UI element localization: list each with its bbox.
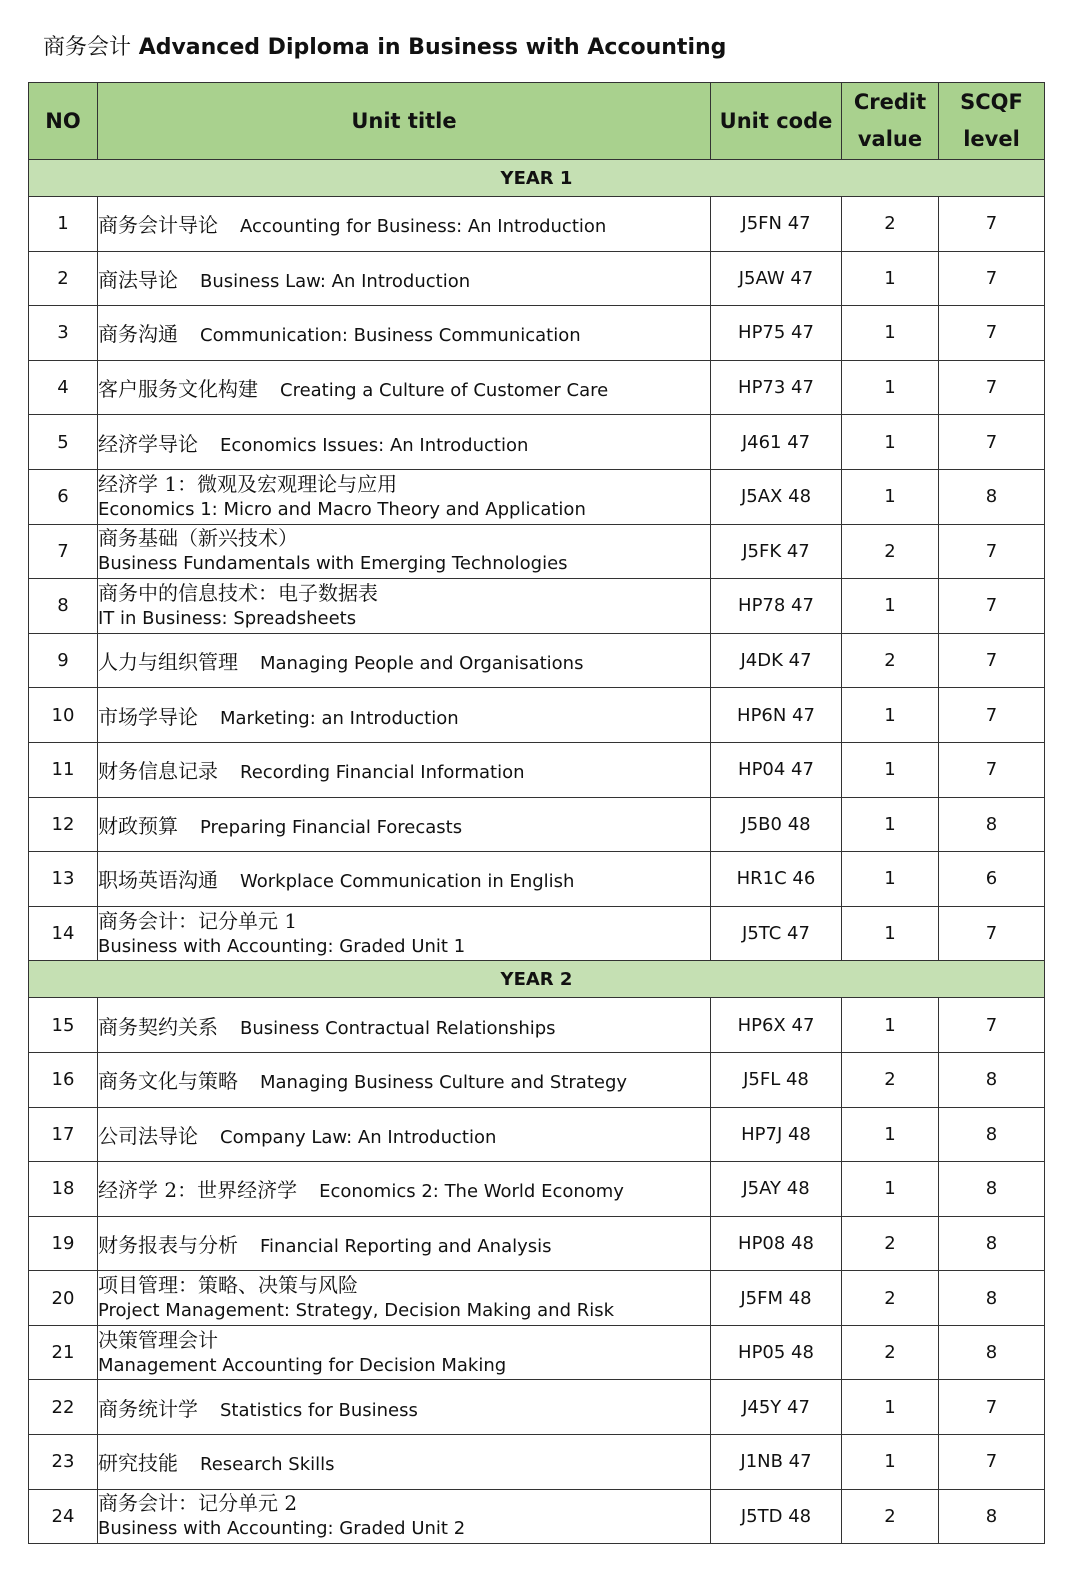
credit-value: 1 [842,469,939,524]
unit-number: 15 [29,998,98,1053]
credit-value: 1 [842,797,939,852]
units-table [28,82,1045,1544]
unit-title [98,469,711,524]
table-row [29,1162,1045,1217]
unit-code: J1NB 47 [711,1435,842,1490]
scqf-level: 7 [939,415,1045,470]
unit-title-zh: 商务基础（新兴技术） [98,526,298,551]
unit-title-zh: 职场英语沟通 [98,868,218,893]
scqf-level: 8 [939,1489,1045,1544]
unit-number: 12 [29,797,98,852]
table-row [29,742,1045,797]
unit-number: 13 [29,852,98,907]
unit-title-zh: 商务沟通 [98,322,178,347]
unit-number: 4 [29,360,98,415]
credit-value: 1 [842,306,939,361]
unit-title [98,1107,711,1162]
credit-value: 2 [842,1052,939,1107]
unit-number: 6 [29,469,98,524]
unit-title [98,251,711,306]
unit-code: J5AW 47 [711,251,842,306]
unit-code: HP08 48 [711,1216,842,1271]
scqf-level: 7 [939,633,1045,688]
unit-code: HP6X 47 [711,998,842,1053]
table-row [29,469,1045,524]
unit-title-zh: 商务会计导论 [98,213,218,238]
unit-title-en: Financial Reporting and Analysis [260,1235,552,1257]
unit-title-zh: 人力与组织管理 [98,650,238,675]
credit-value: 2 [842,524,939,579]
unit-number: 11 [29,742,98,797]
unit-number: 10 [29,688,98,743]
scqf-level: 8 [939,1162,1045,1217]
unit-code: J5FL 48 [711,1052,842,1107]
credit-value: 1 [842,742,939,797]
unit-title-zh: 财政预算 [98,813,178,838]
unit-title [98,1216,711,1271]
unit-code: HP7J 48 [711,1107,842,1162]
unit-title [98,197,711,252]
unit-title-zh: 商务会计：记分单元 2 [98,1491,298,1516]
title-zh: 商务会计 [43,35,132,60]
unit-code: HP05 48 [711,1325,842,1380]
table-row [29,797,1045,852]
unit-number: 21 [29,1325,98,1380]
table-row [29,415,1045,470]
unit-code: J461 47 [711,415,842,470]
table-row [29,1489,1045,1544]
unit-title-zh: 项目管理：策略、决策与风险 [98,1273,358,1298]
scqf-level: 8 [939,1107,1045,1162]
unit-number: 24 [29,1489,98,1544]
credit-value: 2 [842,633,939,688]
scqf-level: 8 [939,797,1045,852]
unit-title-en: Business Contractual Relationships [240,1017,556,1039]
unit-title [98,998,711,1053]
unit-title [98,1435,711,1490]
table-row [29,1325,1045,1380]
table-row [29,852,1045,907]
table-row [29,1052,1045,1107]
unit-title-zh: 商务中的信息技术：电子数据表 [98,580,378,605]
credit-value: 1 [842,906,939,961]
table-row [29,633,1045,688]
unit-title-en: Company Law: An Introduction [220,1126,497,1148]
credit-value: 1 [842,360,939,415]
table-row [29,1107,1045,1162]
unit-title-en: Workplace Communication in English [240,871,575,893]
unit-number: 16 [29,1052,98,1107]
unit-title-zh: 经济学 2：世界经济学 [98,1178,298,1203]
table-row [29,998,1045,1053]
credit-value: 2 [842,1271,939,1326]
title-en: Advanced Diploma in Business with Accounting [138,35,727,60]
units-body [29,160,1045,1544]
credit-value: 1 [842,1380,939,1435]
unit-title-en: Research Skills [200,1454,335,1476]
unit-number: 23 [29,1435,98,1490]
unit-title [98,906,711,961]
unit-number: 8 [29,579,98,634]
unit-title [98,633,711,688]
credit-value: 1 [842,998,939,1053]
unit-title-en: Economics Issues: An Introduction [220,434,529,456]
unit-title [98,415,711,470]
year-header-row [29,961,1045,998]
scqf-level: 7 [939,688,1045,743]
unit-title-en: Accounting for Business: An Introduction [240,216,607,238]
unit-title-zh: 商务文化与策略 [98,1069,238,1094]
credit-value: 1 [842,852,939,907]
credit-value: 2 [842,1325,939,1380]
unit-number: 2 [29,251,98,306]
unit-code: HP78 47 [711,579,842,634]
unit-title [98,1052,711,1107]
unit-title [98,524,711,579]
unit-code: J5AX 48 [711,469,842,524]
header-row [29,83,1045,160]
unit-title-en: Project Management: Strategy, Decision Making and Risk [98,1300,615,1322]
unit-number: 20 [29,1271,98,1326]
header-unit-code: Unit code [711,83,842,160]
unit-code: J4DK 47 [711,633,842,688]
unit-number: 5 [29,415,98,470]
year-label: YEAR 2 [29,961,1045,998]
scqf-level: 6 [939,852,1045,907]
credit-value: 1 [842,688,939,743]
unit-title-zh: 财务报表与分析 [98,1232,238,1257]
header-unit-title: Unit title [98,83,711,160]
unit-title-zh: 公司法导论 [98,1123,198,1148]
scqf-level: 7 [939,197,1045,252]
year-label: YEAR 1 [29,160,1045,197]
header-credit-value: Credit value [842,83,939,160]
header-scqf-level: SCQF level [939,83,1045,160]
unit-title [98,1380,711,1435]
unit-title-zh: 客户服务文化构建 [98,377,258,402]
unit-number: 9 [29,633,98,688]
scqf-level: 7 [939,360,1045,415]
unit-title-en: IT in Business: Spreadsheets [98,607,357,629]
unit-title-zh: 决策管理会计 [98,1327,218,1352]
unit-title [98,579,711,634]
header-no: NO [29,83,98,160]
unit-title-en: Economics 2: The World Economy [319,1181,624,1203]
unit-code: J45Y 47 [711,1380,842,1435]
table-row [29,688,1045,743]
unit-title-zh: 研究技能 [98,1451,178,1476]
unit-title [98,797,711,852]
unit-code: J5B0 48 [711,797,842,852]
unit-title-en: Marketing: an Introduction [220,707,459,729]
unit-title-zh: 商务统计学 [98,1396,198,1421]
table-row [29,906,1045,961]
scqf-level: 7 [939,579,1045,634]
table-row [29,524,1045,579]
credit-value: 2 [842,1216,939,1271]
credit-value: 1 [842,251,939,306]
unit-number: 22 [29,1380,98,1435]
credit-value: 1 [842,1107,939,1162]
scqf-level: 8 [939,1052,1045,1107]
scqf-level: 7 [939,251,1045,306]
unit-number: 18 [29,1162,98,1217]
scqf-level: 7 [939,1435,1045,1490]
unit-title-en: Business Law: An Introduction [200,270,471,292]
credit-value: 1 [842,415,939,470]
unit-title-zh: 商务契约关系 [98,1014,218,1039]
scqf-level: 8 [939,1216,1045,1271]
credit-value: 2 [842,1489,939,1544]
credit-value: 1 [842,1435,939,1490]
unit-title-en: Managing People and Organisations [260,653,584,675]
unit-title [98,1271,711,1326]
year-header-row [29,160,1045,197]
scqf-level: 7 [939,906,1045,961]
unit-title [98,742,711,797]
table-row [29,1216,1045,1271]
unit-title [98,688,711,743]
table-row [29,251,1045,306]
unit-title [98,1489,711,1544]
unit-title-zh: 商法导论 [98,267,178,292]
document-title [43,30,726,61]
unit-title-en: Recording Financial Information [240,762,525,784]
unit-code: J5FK 47 [711,524,842,579]
table-row [29,306,1045,361]
scqf-level: 8 [939,1325,1045,1380]
unit-code: HR1C 46 [711,852,842,907]
unit-title-en: Communication: Business Communication [200,325,581,347]
table-row [29,1271,1045,1326]
unit-title-zh: 市场学导论 [98,704,198,729]
unit-title-en: Business Fundamentals with Emerging Technologies [98,553,568,575]
unit-code: J5AY 48 [711,1162,842,1217]
unit-title-zh: 经济学导论 [98,431,198,456]
unit-title [98,306,711,361]
table-row [29,360,1045,415]
unit-code: HP73 47 [711,360,842,415]
unit-number: 7 [29,524,98,579]
credit-value: 1 [842,579,939,634]
scqf-level: 7 [939,524,1045,579]
unit-code: HP6N 47 [711,688,842,743]
unit-title-en: Statistics for Business [220,1399,418,1421]
scqf-level: 8 [939,1271,1045,1326]
unit-code: J5FM 48 [711,1271,842,1326]
scqf-level: 7 [939,742,1045,797]
credit-value: 1 [842,1162,939,1217]
unit-code: J5TD 48 [711,1489,842,1544]
table-row [29,579,1045,634]
unit-title [98,1325,711,1380]
unit-title-en: Creating a Culture of Customer Care [280,380,609,402]
unit-title-en: Business with Accounting: Graded Unit 2 [98,1518,466,1540]
unit-title [98,360,711,415]
unit-code: J5TC 47 [711,906,842,961]
unit-title [98,852,711,907]
table-row [29,1380,1045,1435]
scqf-level: 7 [939,998,1045,1053]
unit-number: 3 [29,306,98,361]
scqf-level: 7 [939,1380,1045,1435]
table-row [29,1435,1045,1490]
scqf-level: 7 [939,306,1045,361]
unit-title-en: Managing Business Culture and Strategy [260,1072,628,1094]
unit-title-zh: 财务信息记录 [98,759,218,784]
unit-title-zh: 商务会计：记分单元 1 [98,908,298,933]
table-row [29,197,1045,252]
unit-title-en: Preparing Financial Forecasts [200,816,463,838]
unit-number: 19 [29,1216,98,1271]
unit-title-en: Management Accounting for Decision Making [98,1354,507,1376]
credit-value: 2 [842,197,939,252]
unit-title-zh: 经济学 1：微观及宏观理论与应用 [98,471,398,496]
unit-code: HP75 47 [711,306,842,361]
unit-code: HP04 47 [711,742,842,797]
unit-code: J5FN 47 [711,197,842,252]
unit-number: 14 [29,906,98,961]
unit-title-en: Economics 1: Micro and Macro Theory and Application [98,498,586,520]
unit-title-en: Business with Accounting: Graded Unit 1 [98,935,466,957]
unit-title [98,1162,711,1217]
unit-number: 17 [29,1107,98,1162]
scqf-level: 8 [939,469,1045,524]
unit-number: 1 [29,197,98,252]
